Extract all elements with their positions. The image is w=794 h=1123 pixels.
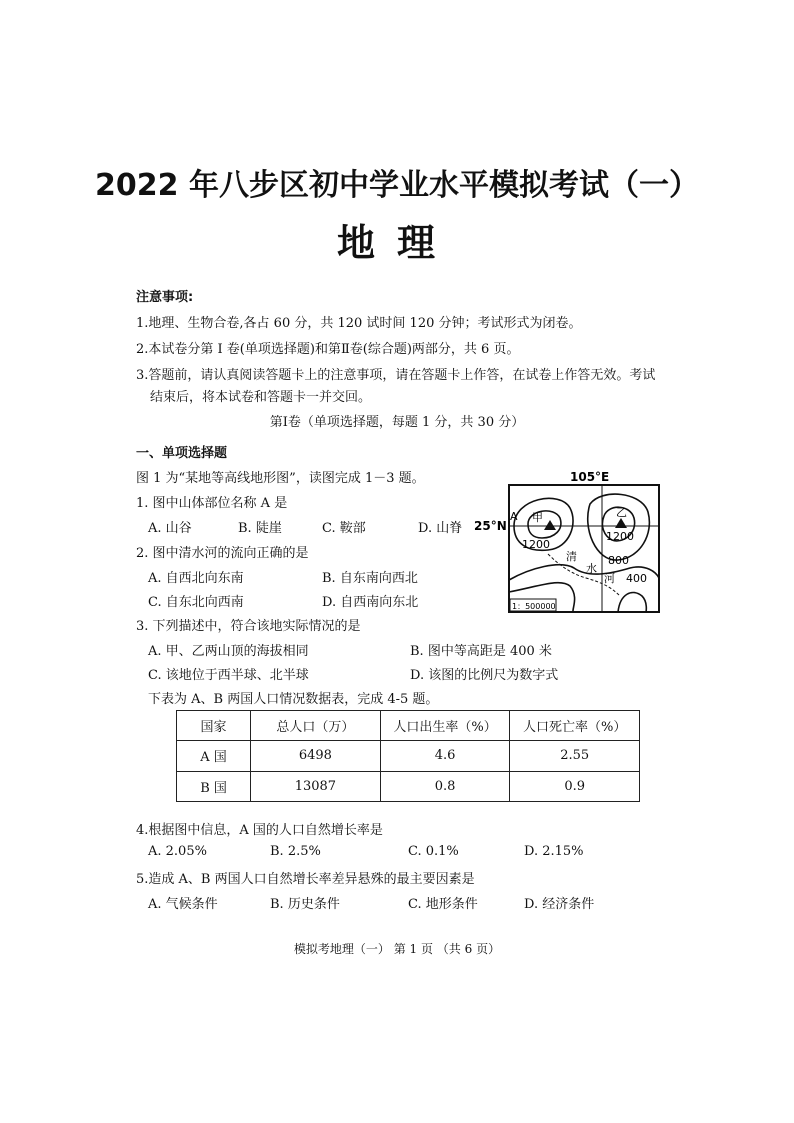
point-a-label: A xyxy=(510,510,518,523)
table-cell: 4.6 xyxy=(380,741,510,771)
population-table xyxy=(176,710,640,802)
river-label-char: 河 xyxy=(604,572,615,585)
intro-q4-5: 下表为 A、B 两国人口情况数据表，完成 4-5 题。 xyxy=(148,692,439,707)
q3-option-d: D. 该图的比例尺为数字式 xyxy=(410,668,559,683)
scale-label: 1：500000 xyxy=(512,602,556,611)
peak-triangle-icon xyxy=(615,518,627,528)
q3-option-a: A. 甲、乙两山顶的海拔相同 xyxy=(148,644,309,659)
longitude-label: 105°E xyxy=(570,470,610,484)
contour-label-400: 400 xyxy=(626,572,647,585)
table-header-row xyxy=(177,711,640,741)
section1-heading: 一、单项选择题 xyxy=(136,446,228,461)
q3-option-c: C. 该地位于西半球、北半球 xyxy=(148,668,309,683)
q5-option-c: C. 地形条件 xyxy=(408,897,478,912)
table-row xyxy=(177,771,640,801)
q5-option-b: B. 历史条件 xyxy=(270,897,340,912)
table-row xyxy=(177,741,640,771)
notice-item-2: 2.本试卷分第 I 卷(单项选择题)和第Ⅱ卷(综合题)两部分，共 6 页。 xyxy=(136,342,520,357)
q4-option-d: D. 2.15% xyxy=(524,844,584,859)
contour-label-1200-left: 1200 xyxy=(522,538,550,551)
notice-item-3: 3.答题前，请认真阅读答题卡上的注意事项，请在答题卡上作答，在试卷上作答无效。考试 xyxy=(136,368,656,383)
table-cell: B 国 xyxy=(177,771,251,801)
table-header-cell: 人口出生率（%） xyxy=(380,711,510,741)
table-cell: 0.8 xyxy=(380,771,510,801)
part1-heading: 第Ⅰ卷（单项选择题，每题 1 分，共 30 分） xyxy=(269,415,525,430)
exam-title: 2022 年八步区初中学业水平模拟考试（一） xyxy=(95,168,699,203)
q4-option-a: A. 2.05% xyxy=(148,844,207,859)
q1-stem: 1. 图中山体部位名称 A 是 xyxy=(136,496,288,511)
notice-heading: 注意事项: xyxy=(136,290,194,305)
q2-option-c: C. 自东北向西南 xyxy=(148,595,244,610)
table-cell: 13087 xyxy=(251,771,381,801)
q1-option-b: B. 陡崖 xyxy=(238,521,282,536)
table-cell: A 国 xyxy=(177,741,251,771)
river-label-char: 水 xyxy=(586,562,597,575)
notice-item-3-cont: 结束后，将本试卷和答题卡一并交回。 xyxy=(150,390,372,405)
q4-option-c: C. 0.1% xyxy=(408,844,459,859)
q5-option-d: D. 经济条件 xyxy=(524,897,595,912)
table-cell: 6498 xyxy=(251,741,381,771)
table-cell: 2.55 xyxy=(510,741,640,771)
contour-label-800: 800 xyxy=(608,554,629,567)
q2-option-a: A. 自西北向东南 xyxy=(148,571,244,586)
table-header-cell: 总人口（万） xyxy=(251,711,381,741)
subject-title: 地理 xyxy=(336,221,457,265)
contour-map xyxy=(470,468,670,616)
notice-item-1: 1.地理、生物合卷,各占 60 分，共 120 试时间 120 分钟；考试形式为闭卷。 xyxy=(136,316,582,331)
q1-option-c: C. 鞍部 xyxy=(322,521,366,536)
q4-stem: 4.根据图中信息，A 国的人口自然增长率是 xyxy=(136,823,383,838)
peak-jia-label: 甲 xyxy=(532,511,543,524)
contour-line-lowland xyxy=(618,593,646,612)
table-header-cell: 人口死亡率（%） xyxy=(510,711,640,741)
latitude-label: 25°N xyxy=(474,519,507,533)
q1-option-d: D. 山脊 xyxy=(418,521,463,536)
river-label-char: 清 xyxy=(566,550,577,563)
table-header-cell: 国家 xyxy=(177,711,251,741)
q3-option-b: B. 图中等高距是 400 米 xyxy=(410,644,552,659)
q2-option-b: B. 自东南向西北 xyxy=(322,571,418,586)
q3-stem: 3. 下列描述中，符合该地实际情况的是 xyxy=(136,619,361,634)
peak-triangle-icon xyxy=(544,520,556,530)
q2-option-d: D. 自西南向东北 xyxy=(322,595,419,610)
peak-yi-label: 乙 xyxy=(616,506,627,519)
q5-option-a: A. 气候条件 xyxy=(148,897,218,912)
contour-label-1200-right: 1200 xyxy=(606,530,634,543)
intro-q1-3: 图 1 为“某地等高线地形图”，读图完成 1－3 题。 xyxy=(136,471,425,486)
q1-option-a: A. 山谷 xyxy=(148,521,192,536)
q2-stem: 2. 图中清水河的流向正确的是 xyxy=(136,546,309,561)
q4-option-b: B. 2.5% xyxy=(270,844,321,859)
table-cell: 0.9 xyxy=(510,771,640,801)
page-footer: 模拟考地理（一） 第 1 页 （共 6 页） xyxy=(293,942,501,956)
q5-stem: 5.造成 A、B 两国人口自然增长率差异悬殊的最主要因素是 xyxy=(136,872,475,887)
